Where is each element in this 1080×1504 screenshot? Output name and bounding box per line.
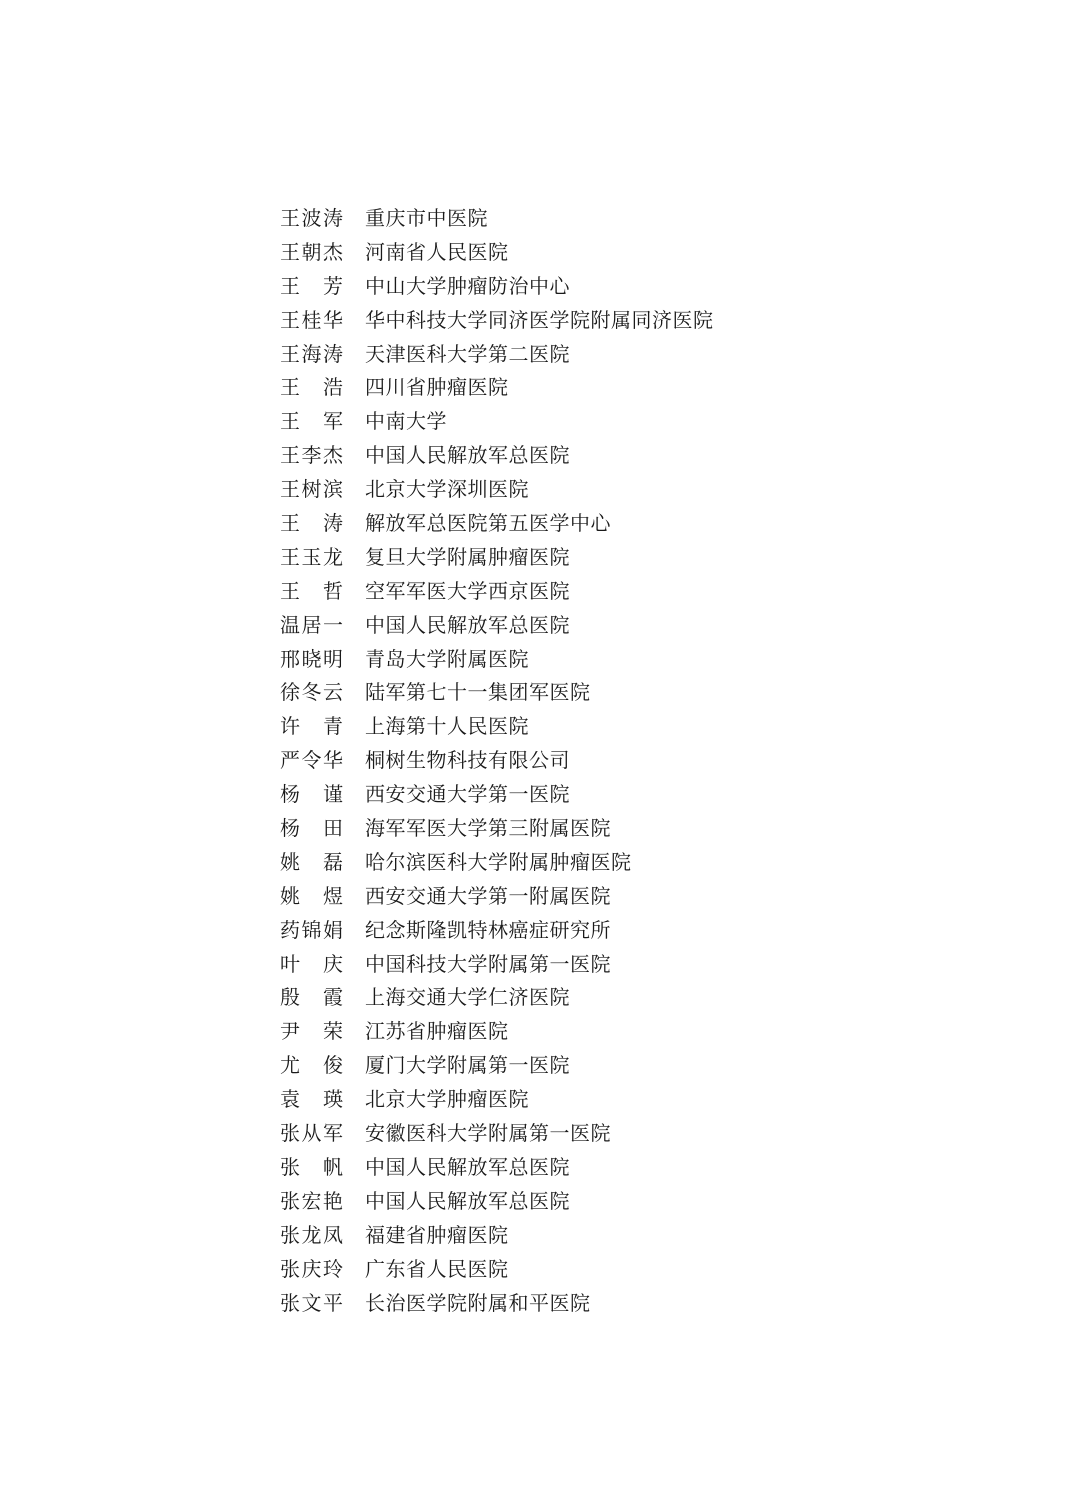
member-name: 王 军	[280, 409, 343, 434]
member-name: 徐 冬 云	[280, 680, 343, 705]
list-item	[280, 1219, 714, 1253]
list-item	[280, 473, 714, 507]
list-item	[280, 643, 714, 677]
member-name: 叶 庆	[280, 951, 343, 976]
member-organization: 复旦大学附属肿瘤医院	[365, 544, 570, 569]
member-name: 王 海 涛	[280, 341, 343, 366]
member-name: 尹 荣	[280, 1019, 343, 1044]
member-name: 杨 谨	[280, 782, 343, 807]
list-item	[280, 744, 714, 778]
member-organization: 西安交通大学第一医院	[365, 782, 570, 807]
member-list	[280, 202, 714, 1320]
member-name: 王 树 滨	[280, 477, 343, 502]
list-item	[280, 507, 714, 541]
list-item	[280, 1083, 714, 1117]
member-organization: 空军军医大学西京医院	[365, 578, 570, 603]
list-item	[280, 710, 714, 744]
member-organization: 纪念斯隆凯特林癌症研究所	[365, 917, 611, 942]
list-item	[280, 1185, 714, 1219]
member-organization: 哈尔滨医科大学附属肿瘤医院	[365, 849, 632, 874]
list-item	[280, 609, 714, 643]
list-item	[280, 1287, 714, 1321]
member-name: 杨 田	[280, 816, 343, 841]
list-item	[280, 371, 714, 405]
member-organization: 四川省肿瘤医院	[365, 375, 509, 400]
list-item	[280, 338, 714, 372]
member-organization: 上海交通大学仁济医院	[365, 985, 570, 1010]
list-item	[280, 846, 714, 880]
member-organization: 青岛大学附属医院	[365, 646, 529, 671]
member-name: 王 涛	[280, 511, 343, 536]
member-organization: 重庆市中医院	[365, 206, 488, 230]
list-item	[280, 439, 714, 473]
member-name: 许 青	[280, 714, 343, 739]
list-item	[280, 1117, 714, 1151]
member-organization: 中山大学肿瘤防治中心	[365, 273, 570, 298]
list-item	[280, 304, 714, 338]
list-item	[280, 575, 714, 609]
member-organization: 华中科技大学同济医学院附属同济医院	[365, 307, 714, 332]
member-name: 姚 磊	[280, 849, 343, 874]
member-name: 姚 煜	[280, 883, 343, 908]
member-name: 王 玉 龙	[280, 544, 343, 569]
member-organization: 陆军第七十一集团军医院	[365, 680, 591, 705]
list-item	[280, 202, 714, 236]
member-organization: 长治医学院附属和平医院	[365, 1290, 591, 1315]
member-organization: 西安交通大学第一附属医院	[365, 883, 611, 908]
list-item	[280, 1151, 714, 1185]
member-name: 张 帆	[280, 1154, 343, 1179]
member-name: 温 居 一	[280, 612, 343, 637]
member-name: 邢 晓 明	[280, 646, 343, 671]
member-name: 王 芳	[280, 273, 343, 298]
member-name: 张 宏 艳	[280, 1188, 343, 1213]
member-name: 殷 霞	[280, 985, 343, 1010]
member-organization: 上海第十人民医院	[365, 714, 529, 739]
list-item	[280, 1049, 714, 1083]
member-organization: 江苏省肿瘤医院	[365, 1019, 509, 1044]
list-item	[280, 270, 714, 304]
list-item	[280, 948, 714, 982]
list-item	[280, 541, 714, 575]
member-organization: 中国人民解放军总医院	[365, 1188, 570, 1213]
member-name: 张 文 平	[280, 1290, 343, 1315]
member-organization: 桐树生物科技有限公司	[365, 748, 570, 773]
member-name: 袁 瑛	[280, 1087, 343, 1112]
member-name: 王 哲	[280, 578, 343, 603]
member-organization: 河南省人民医院	[365, 239, 509, 264]
member-organization: 北京大学深圳医院	[365, 477, 529, 502]
list-item	[280, 914, 714, 948]
member-name: 张 庆 玲	[280, 1256, 343, 1281]
member-name: 严 令 华	[280, 748, 343, 773]
member-organization: 北京大学肿瘤医院	[365, 1087, 529, 1112]
member-organization: 中国人民解放军总医院	[365, 1154, 570, 1179]
member-name: 王 李 杰	[280, 443, 343, 468]
list-item	[280, 778, 714, 812]
list-item	[280, 1015, 714, 1049]
member-name: 张 从 军	[280, 1121, 343, 1146]
member-organization: 中国人民解放军总医院	[365, 612, 570, 637]
list-item	[280, 236, 714, 270]
member-organization: 广东省人民医院	[365, 1256, 509, 1281]
member-organization: 福建省肿瘤医院	[365, 1222, 509, 1247]
list-item	[280, 1253, 714, 1287]
member-organization: 中南大学	[365, 409, 447, 434]
member-name: 王 朝 杰	[280, 239, 343, 264]
list-item	[280, 676, 714, 710]
list-item	[280, 812, 714, 846]
member-organization: 中国科技大学附属第一医院	[365, 951, 611, 976]
member-organization: 天津医科大学第二医院	[365, 341, 570, 366]
member-organization: 厦门大学附属第一医院	[365, 1053, 570, 1078]
list-item	[280, 880, 714, 914]
member-organization: 海军军医大学第三附属医院	[365, 816, 611, 841]
member-organization: 解放军总医院第五医学中心	[365, 511, 611, 536]
member-name: 药 锦 娟	[280, 917, 343, 942]
member-name: 张 龙 凤	[280, 1222, 343, 1247]
list-item	[280, 405, 714, 439]
member-name: 王 波 涛	[280, 206, 343, 230]
member-name: 王 桂 华	[280, 307, 343, 332]
member-name: 尤 俊	[280, 1053, 343, 1078]
member-organization: 安徽医科大学附属第一医院	[365, 1121, 611, 1146]
member-organization: 中国人民解放军总医院	[365, 443, 570, 468]
member-name: 王 浩	[280, 375, 343, 400]
list-item	[280, 981, 714, 1015]
